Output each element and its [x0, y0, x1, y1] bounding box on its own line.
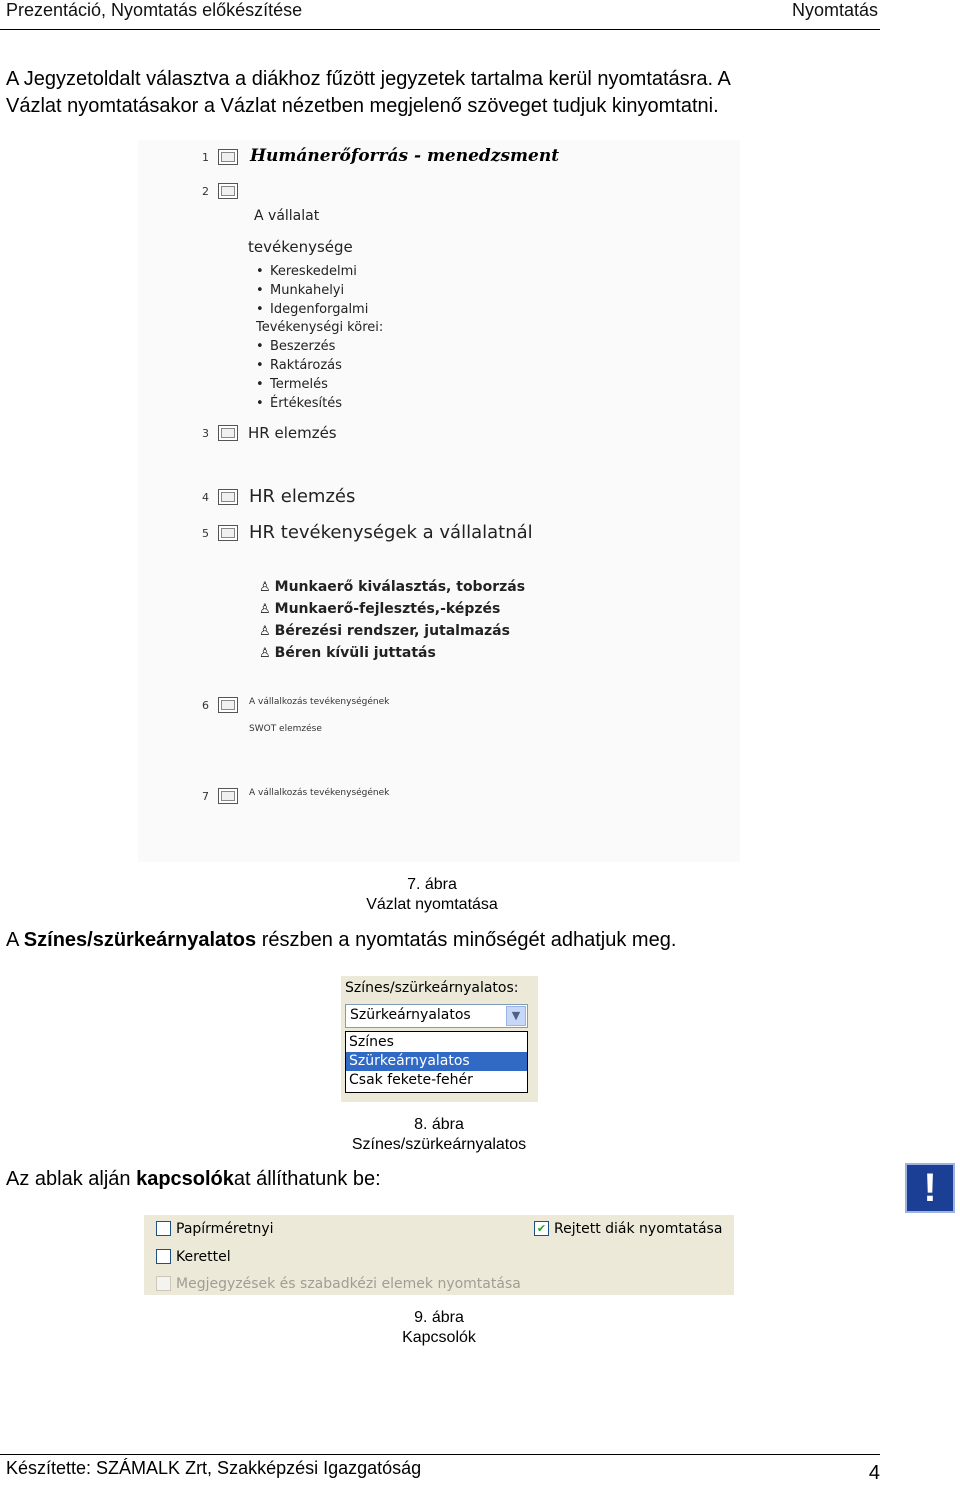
header-section: Nyomtatás — [791, 0, 878, 20]
slide-title: HR elemzés — [248, 424, 337, 442]
person-icon: ♙ — [259, 624, 271, 639]
slide-icon — [218, 425, 238, 441]
outline-bullet: • Beszerzés — [270, 339, 335, 354]
check-icon[interactable]: ✔ — [534, 1221, 549, 1236]
slide-title: HR tevékenységek a vállalatnál — [249, 522, 533, 543]
chevron-down-icon[interactable]: ▼ — [506, 1006, 526, 1026]
checkbox-papirmeretnyi[interactable]: Papírméretnyi — [156, 1220, 274, 1238]
checkbox-megjegyzesek: Megjegyzések és szabadkézi elemek nyomtatása — [156, 1275, 521, 1293]
header-chapter: Prezentáció, Nyomtatás előkészítése — [6, 0, 303, 20]
slide-number: 6 — [202, 699, 209, 712]
slide-icon — [218, 788, 238, 804]
slide-text: A vállalat — [254, 208, 320, 224]
figure-9-caption — [289, 1308, 589, 1348]
color-select[interactable] — [345, 1004, 528, 1028]
figure-title: Kapcsolók — [402, 1329, 476, 1346]
figure-7-caption — [282, 875, 582, 915]
intro-line-2: Vázlat nyomtatásakor a Vázlat nézetben megjelenő szöveget tudjuk kinyomtatni. — [6, 95, 719, 117]
slide-title: HR elemzés — [249, 486, 356, 507]
footer-rule — [0, 1454, 880, 1455]
slide-title: A vállalkozás tevékenységének — [249, 697, 390, 707]
color-grayscale-panel — [341, 976, 538, 1102]
slide-number: 2 — [202, 185, 209, 198]
slide-icon — [218, 525, 238, 541]
slide-icon — [218, 149, 238, 165]
outline-bullet: • Idegenforgalmi — [270, 302, 368, 317]
checkbox-box[interactable] — [156, 1221, 171, 1236]
outline-item: ♙ Munkaerő kiválasztás, toborzás — [259, 579, 526, 595]
outline-bullet: • Kereskedelmi — [270, 264, 357, 279]
footer-author: Készítette: SZÁMALK Zrt, Szakképzési Igazgatóság — [6, 1458, 422, 1478]
outline-bullet: • Munkahelyi — [270, 283, 344, 298]
slide-number: 5 — [202, 527, 209, 540]
header-rule — [0, 29, 880, 30]
slide-title: A vállalkozás tevékenységének — [249, 788, 390, 798]
print-switches-panel — [144, 1215, 734, 1295]
slide-number: 3 — [202, 427, 209, 440]
figure-title: Színes/szürkeárnyalatos — [351, 1136, 527, 1153]
figure-number: 9. ábra — [414, 1309, 464, 1326]
intro-line-1: A Jegyzetoldalt választva a diákhoz fűzött jegyzetek tartalma kerül nyomtatásra. A — [6, 68, 731, 90]
bold-term: Színes/szürkeárnyalatos — [23, 929, 257, 951]
figure-number: 7. ábra — [407, 876, 457, 893]
slide-number: 7 — [202, 790, 209, 803]
slide-icon — [218, 489, 238, 505]
outline-item: ♙ Munkaerő-fejlesztés,-képzés — [259, 601, 501, 617]
checkbox-kerettel[interactable]: Kerettel — [156, 1248, 231, 1266]
person-icon: ♙ — [259, 602, 271, 617]
checkbox-box[interactable] — [156, 1249, 171, 1264]
exclamation-icon: ! — [905, 1163, 955, 1213]
page-number: 4 — [868, 1462, 880, 1484]
slide-title: Humánerőforrás - menedzsment — [250, 146, 560, 166]
checkbox-rejtett-diak[interactable]: ✔ Rejtett diák nyomtatása — [534, 1220, 722, 1238]
color-option-fekete-feher[interactable]: Csak fekete-fehér — [349, 1072, 473, 1088]
figure-number: 8. ábra — [414, 1116, 464, 1133]
outline-item: ♙ Béren kívüli juttatás — [259, 645, 436, 661]
slide-subhead: Tevékenységi körei: — [256, 320, 384, 335]
color-select-value: Szürkeárnyalatos — [350, 1007, 471, 1023]
figure-8-caption — [289, 1115, 589, 1155]
person-icon: ♙ — [259, 646, 271, 661]
checkbox-box — [156, 1276, 171, 1291]
outline-bullet: • Raktározás — [270, 358, 342, 373]
color-paragraph: A Színes/szürkeárnyalatos részben a nyomtatás minőségét adhatjuk meg. — [6, 929, 677, 951]
person-icon: ♙ — [259, 580, 271, 595]
slide-icon — [218, 697, 238, 713]
slide-number: 4 — [202, 491, 209, 504]
slide-number: 1 — [202, 151, 209, 164]
slide-icon — [218, 183, 238, 199]
slide-text: tevékenysége — [248, 238, 353, 256]
intro-paragraph — [6, 66, 731, 120]
page-header — [6, 0, 878, 24]
color-select-label: Színes/szürkeárnyalatos: — [345, 980, 519, 996]
outline-item: ♙ Bérezési rendszer, jutalmazás — [259, 623, 510, 639]
outline-print-preview — [138, 140, 740, 862]
bold-term: kapcsolók — [136, 1168, 234, 1190]
outline-bullet: • Értékesítés — [270, 396, 342, 411]
page-footer — [6, 1456, 880, 1484]
outline-bullet: • Termelés — [270, 377, 328, 392]
color-option-szines[interactable]: Színes — [349, 1034, 394, 1050]
figure-title: Vázlat nyomtatása — [366, 896, 498, 913]
slide-subtitle: SWOT elemzése — [249, 724, 322, 734]
color-options-list — [345, 1031, 528, 1093]
color-option-szurkearnyalatos[interactable]: Szürkeárnyalatos — [346, 1052, 527, 1071]
switches-paragraph: Az ablak alján kapcsolókat állíthatunk be: — [6, 1168, 381, 1190]
